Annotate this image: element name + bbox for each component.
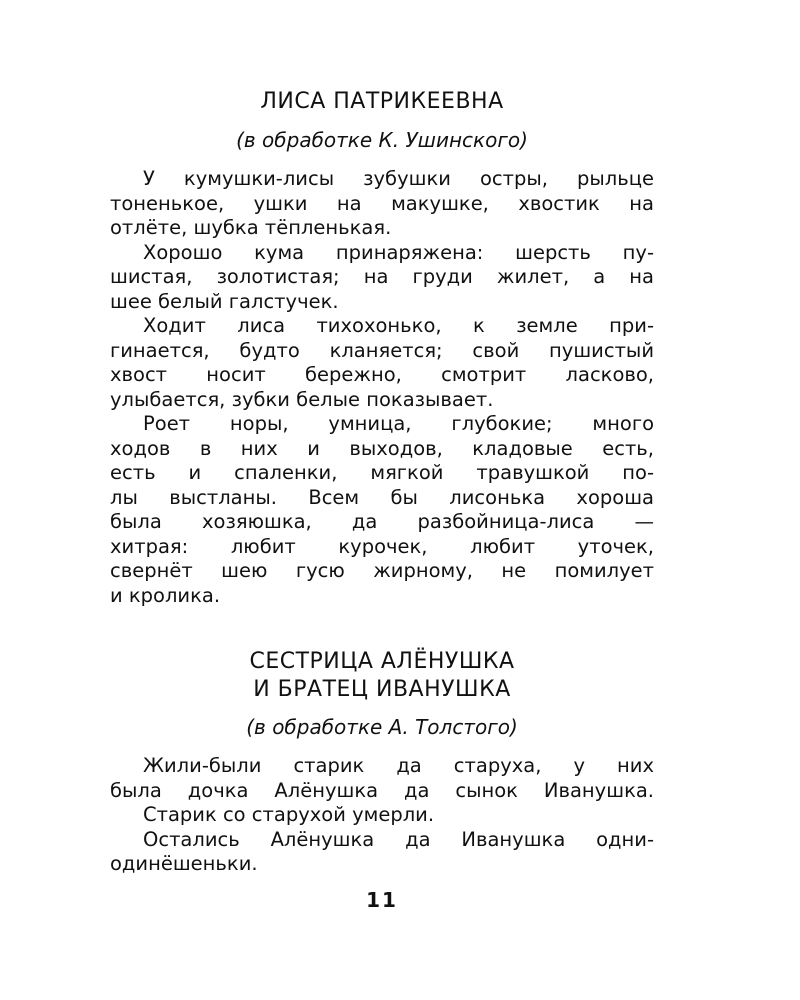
story-subtitle-alenushka: (в обработке А. Толстого) — [246, 715, 518, 739]
text-line: шистая, золотистая; на груди жилет, а на — [110, 265, 654, 288]
text-line: хвост носит бережно, смотрит ласково, — [110, 363, 654, 386]
text-line: и кролика. — [110, 583, 221, 607]
text-line: Роет норы, умница, глубокие; много — [143, 412, 654, 435]
text-line: хитрая: любит курочек, любит уточек, — [110, 534, 654, 558]
text-line: свернёт шею гусю жирному, не помилует — [110, 559, 654, 582]
text-line: Жили-были старик да старуха, у них — [143, 754, 654, 777]
text-line: улыбается, зубки белые показывает. — [110, 387, 494, 411]
story-title-alenushka-line2: И БРАТЕЦ ИВАНУШКА — [253, 677, 511, 702]
text-line: У кумушки-лисы зубушки остры, рыльце — [143, 167, 654, 190]
text-line: Остались Алёнушка да Иванушка одни- — [143, 827, 654, 851]
page-number: 11 — [366, 888, 398, 912]
text-line: была хозяюшка, да разбойница-лиса — — [110, 510, 654, 533]
text-line: ходов в них и выходов, кладовые есть, — [110, 436, 654, 460]
text-line: есть и спаленки, мягкой травушкой по- — [110, 461, 654, 484]
text-line: Хорошо кума принаряжена: шерсть пу- — [143, 240, 654, 264]
text-line: лы выстланы. Всем бы лисонька хороша — [110, 485, 654, 509]
story-title-alenushka-line1: СЕСТРИЦА АЛЁНУШКА — [249, 649, 515, 674]
text-line: гинается, будто кланяется; свой пушистый — [110, 338, 654, 362]
story-text-lisa — [110, 167, 654, 608]
text-line: шее белый галстучек. — [110, 289, 339, 313]
story-text-alenushka — [110, 754, 654, 877]
text-line: тоненькое, ушки на макушке, хвостик на — [110, 191, 654, 215]
text-line: была дочка Алёнушка да сынок Иванушка. — [110, 778, 654, 802]
story-subtitle-lisa: (в обработке К. Ушинского) — [236, 128, 528, 152]
text-line: Старик со старухой умерли. — [143, 803, 435, 826]
text-line: Ходит лиса тихохонько, к земле при- — [143, 314, 654, 337]
text-line: отлёте, шубка тёпленькая. — [110, 216, 392, 239]
story-title-lisa: ЛИСА ПАТРИКЕЕВНА — [260, 89, 504, 114]
text-line: одинёшеньки. — [110, 852, 258, 875]
